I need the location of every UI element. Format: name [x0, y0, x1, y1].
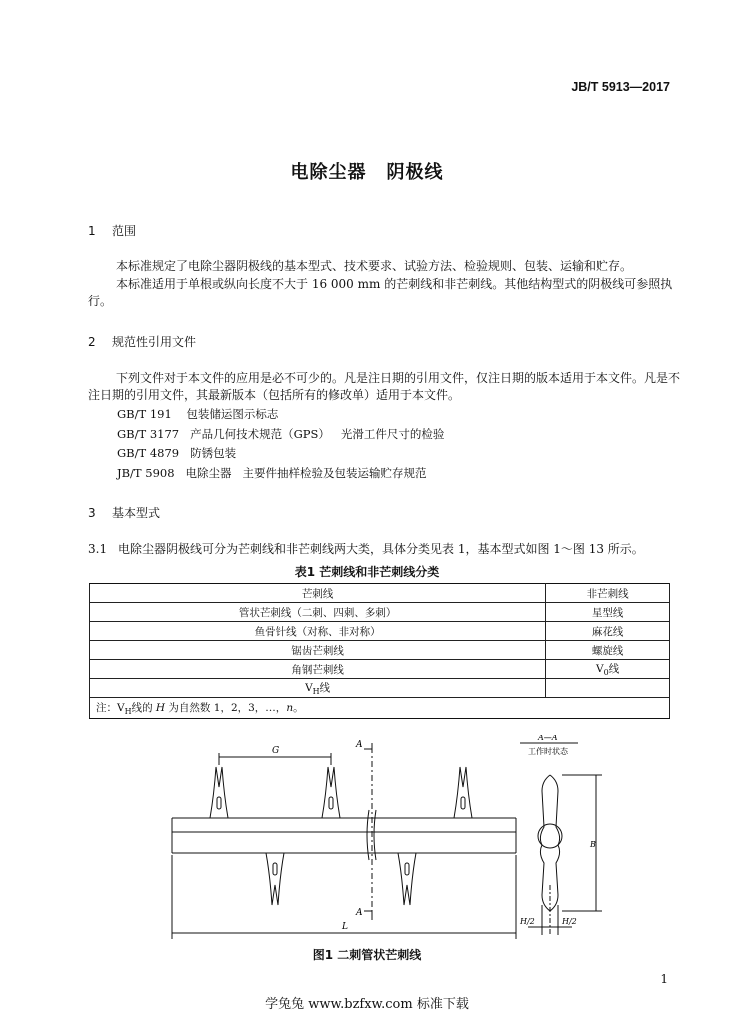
label-h2-left: H/2: [520, 917, 535, 926]
section-3-heading: 3 基本型式: [88, 506, 161, 520]
table-1-caption: 表1 芒刺线和非芒刺线分类: [294, 565, 440, 579]
table-row: [90, 641, 670, 660]
table-cell: 锯齿芒刺线: [90, 641, 546, 660]
spike-upper: [454, 767, 472, 818]
standard-number: JB/T 5913—2017: [571, 80, 670, 94]
spike-lower: [266, 853, 284, 905]
clause-3-1: 3.1 电除尘器阴极线可分为芒刺线和非芒刺线两大类，具体分类见表 1，基本型式如图 1～图 13 所示。: [88, 542, 644, 556]
label-working-state: 工作时状态: [528, 747, 568, 756]
spike-upper: [210, 767, 228, 818]
document-title: [0, 158, 734, 184]
section-profile-outer: [540, 775, 559, 845]
table-cell: 螺旋线: [546, 641, 670, 660]
reference-item: GB/T 3177 产品几何技术规范（GPS） 光滑工件尺寸的检验: [117, 427, 445, 441]
spike-upper: [322, 767, 340, 818]
table-cell: 麻花线: [546, 622, 670, 641]
figure-1-drawing: [158, 735, 608, 945]
label-l: L: [342, 922, 348, 932]
scope-paragraph-1: 本标准规定了电除尘器阴极线的基本型式、技术要求、试验方法、检验规则、包装、运输和贮存。: [116, 259, 633, 273]
table-cell: $V_H$线: [90, 679, 546, 698]
label-section: A—A: [538, 735, 558, 742]
section-profile-lower: [540, 845, 559, 911]
label-g: G: [272, 746, 280, 756]
table-cell: 管状芒刺线（二刺、四刺、多刺）: [90, 603, 546, 622]
reference-item: GB/T 191 包装储运图示标志: [117, 407, 279, 421]
label-a-bottom: A: [356, 908, 363, 918]
references-intro: 下列文件对于本文件的应用是必不可少的。凡是注日期的引用文件，仅注日期的版本适用于本文件。凡是不注日期的引用文件，其最新版本（包括所有的修改单）适用于本文件。: [88, 371, 681, 402]
section-tube: [538, 824, 562, 848]
table-cell: 角钢芒刺线: [90, 660, 546, 679]
title-part1: 电除尘器: [290, 162, 367, 183]
table-row: [90, 679, 670, 698]
reference-item: JB/T 5908 电除尘器 主要件抽样检验及包装运输贮存规范: [117, 466, 427, 480]
label-b: B: [590, 840, 596, 849]
table-cell: $V_0$线: [546, 660, 670, 679]
table-header: 芒刺线: [90, 584, 546, 603]
table-cell: [546, 679, 670, 698]
table-row: [90, 603, 670, 622]
table-cell: 星型线: [546, 603, 670, 622]
section-1-heading: 1 范围: [88, 224, 137, 238]
label-h2-right: H/2: [562, 917, 577, 926]
footer-watermark: 学兔兔 www.bzfxw.com 标准下载: [265, 997, 469, 1012]
section-2-heading: 2 规范性引用文件: [88, 335, 197, 349]
page-number: 1: [660, 972, 668, 986]
classification-table: [89, 583, 670, 719]
figure-1-caption: 图1 二刺管状芒刺线: [312, 948, 422, 962]
table-note: 注：$V_H$线的 H 为自然数 1，2，3，…，n。: [90, 698, 670, 719]
table-row: [90, 622, 670, 641]
spike-lower: [398, 853, 416, 905]
scope-paragraph-2: 本标准适用于单根或纵向长度不大于 16 000 mm 的芒刺线和非芒刺线。其他结构型式的阴极线可参照执行。: [88, 277, 673, 308]
table-header: 非芒刺线: [546, 584, 670, 603]
table-row: [90, 660, 670, 679]
label-a-top: A: [356, 740, 363, 750]
title-part2: 阴极线: [386, 162, 444, 183]
table-cell: 鱼骨针线（对称、非对称）: [90, 622, 546, 641]
reference-item: GB/T 4879 防锈包装: [117, 446, 237, 460]
